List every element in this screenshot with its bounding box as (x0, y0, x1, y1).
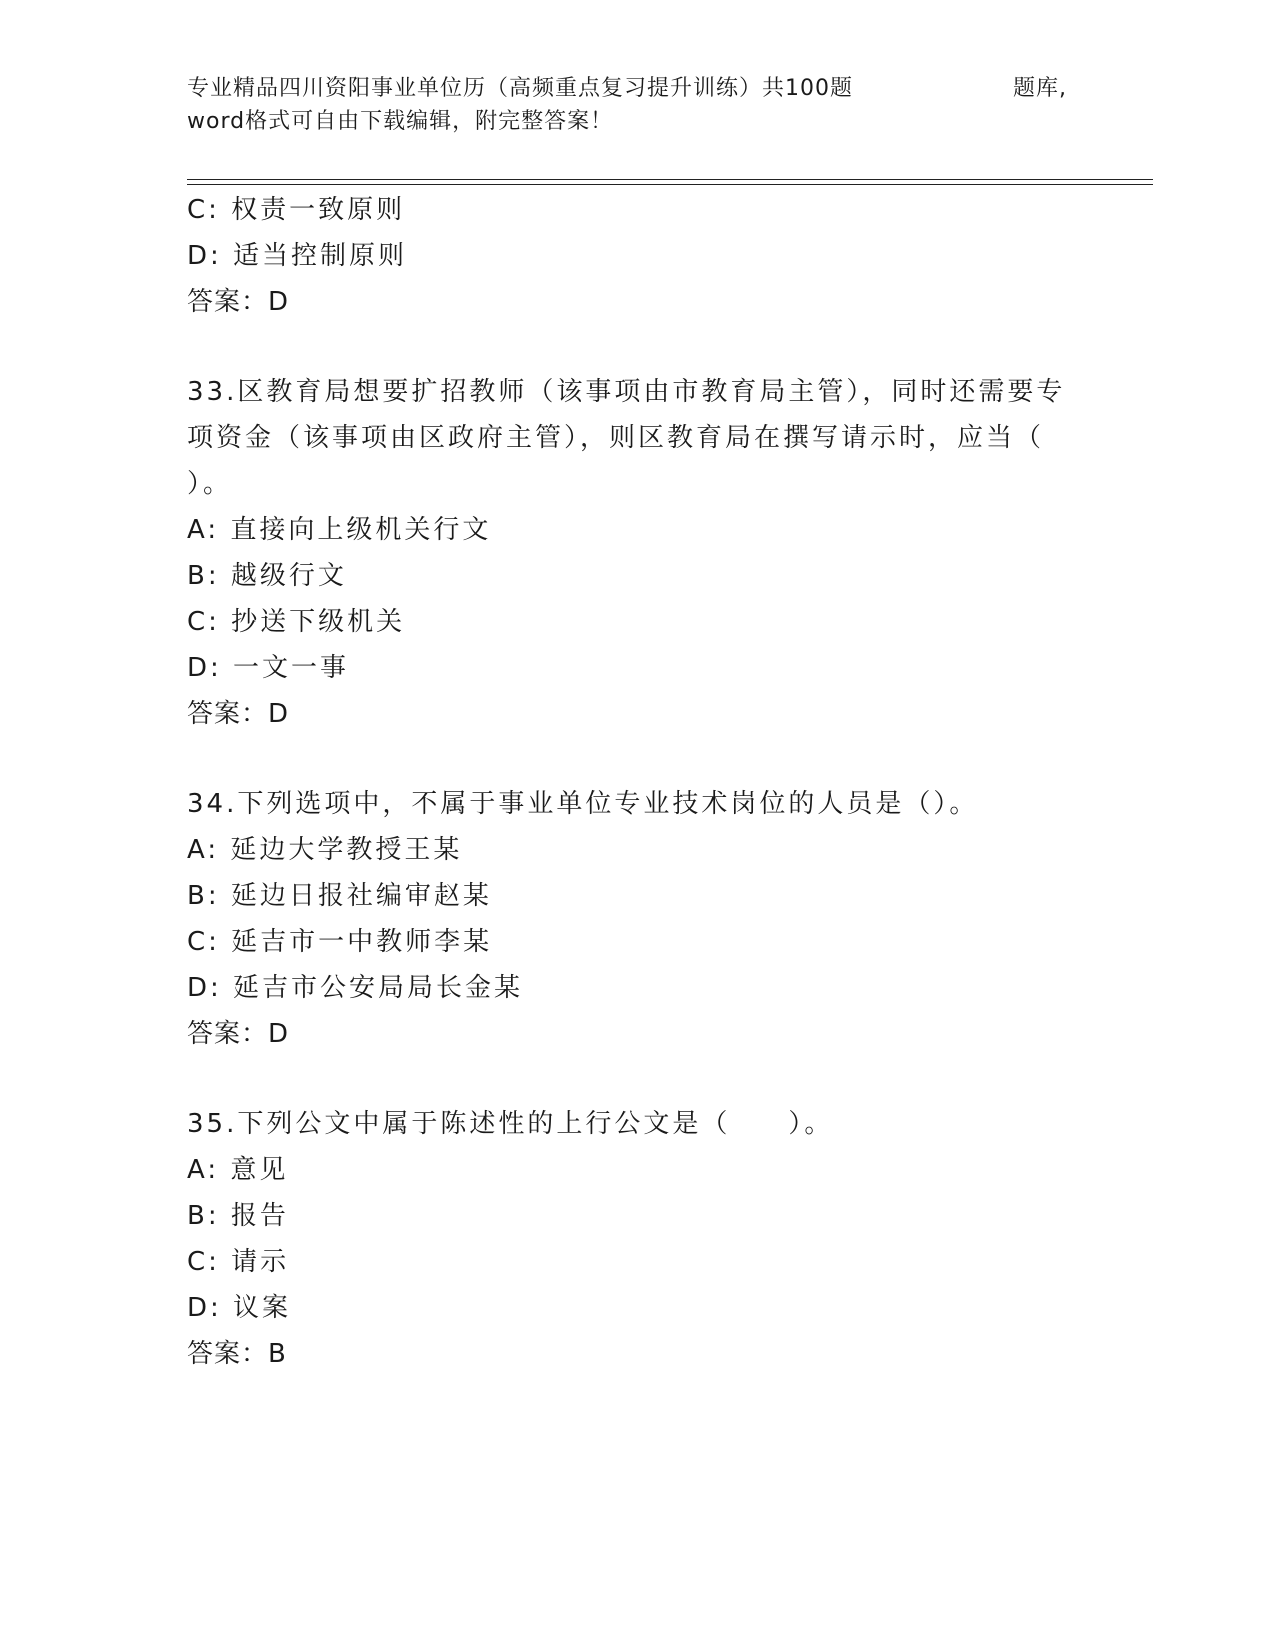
header-divider-top (187, 179, 1153, 180)
answer-line: 答案：B (187, 1339, 287, 1369)
option-c: C: 抄送下级机关 (187, 607, 406, 637)
page-header (187, 72, 1067, 138)
option-b: B: 延边日报社编审赵某 (187, 881, 492, 911)
option-a: A: 延边大学教授王某 (187, 835, 463, 865)
answer-line: 答案：D (187, 699, 290, 729)
question-stem-line: ）。 (187, 469, 233, 499)
option-d: D: 一文一事 (187, 653, 350, 683)
question-stem-line: 34.下列选项中，不属于事业单位专业技术岗位的人员是（）。 (187, 789, 979, 819)
option-d: D: 适当控制原则 (187, 241, 408, 271)
header-line-1 (187, 72, 1067, 105)
answer-line: 答案：D (187, 1019, 290, 1049)
question-stem (187, 369, 1087, 507)
question-stem (187, 781, 1087, 827)
option-a: A: 直接向上级机关行文 (187, 515, 492, 545)
header-title-suffix: 题库, (1013, 76, 1067, 101)
question-stem-line: 33.区教育局想要扩招教师（该事项由市教育局主管），同时还需要专 (187, 377, 1066, 407)
header-title: 专业精品四川资阳事业单位历（高频重点复习提升训练）共100题 (187, 76, 853, 101)
option-b: B: 越级行文 (187, 561, 347, 591)
question-35 (187, 1101, 1087, 1377)
option-c: C: 权责一致原则 (187, 195, 406, 225)
question-list (187, 187, 1087, 1377)
question-33 (187, 369, 1087, 737)
option-c: C: 请示 (187, 1247, 290, 1277)
question-stem (187, 1101, 1087, 1147)
option-c: C: 延吉市一中教师李某 (187, 927, 493, 957)
header-subtitle: word格式可自由下载编辑，附完整答案！ (187, 109, 614, 134)
question-stem-line: 35.下列公文中属于陈述性的上行公文是（ ）。 (187, 1109, 834, 1139)
option-d: D: 延吉市公安局局长金某 (187, 973, 524, 1003)
answer-line: 答案：D (187, 287, 290, 317)
question-fragment (187, 187, 1087, 325)
question-stem-line: 项资金（该事项由区政府主管），则区教育局在撰写请示时，应当（ (187, 423, 1045, 453)
option-a: A: 意见 (187, 1155, 289, 1185)
option-d: D: 议案 (187, 1293, 292, 1323)
question-34 (187, 781, 1087, 1057)
header-divider-bottom (187, 184, 1153, 185)
option-b: B: 报告 (187, 1201, 289, 1231)
